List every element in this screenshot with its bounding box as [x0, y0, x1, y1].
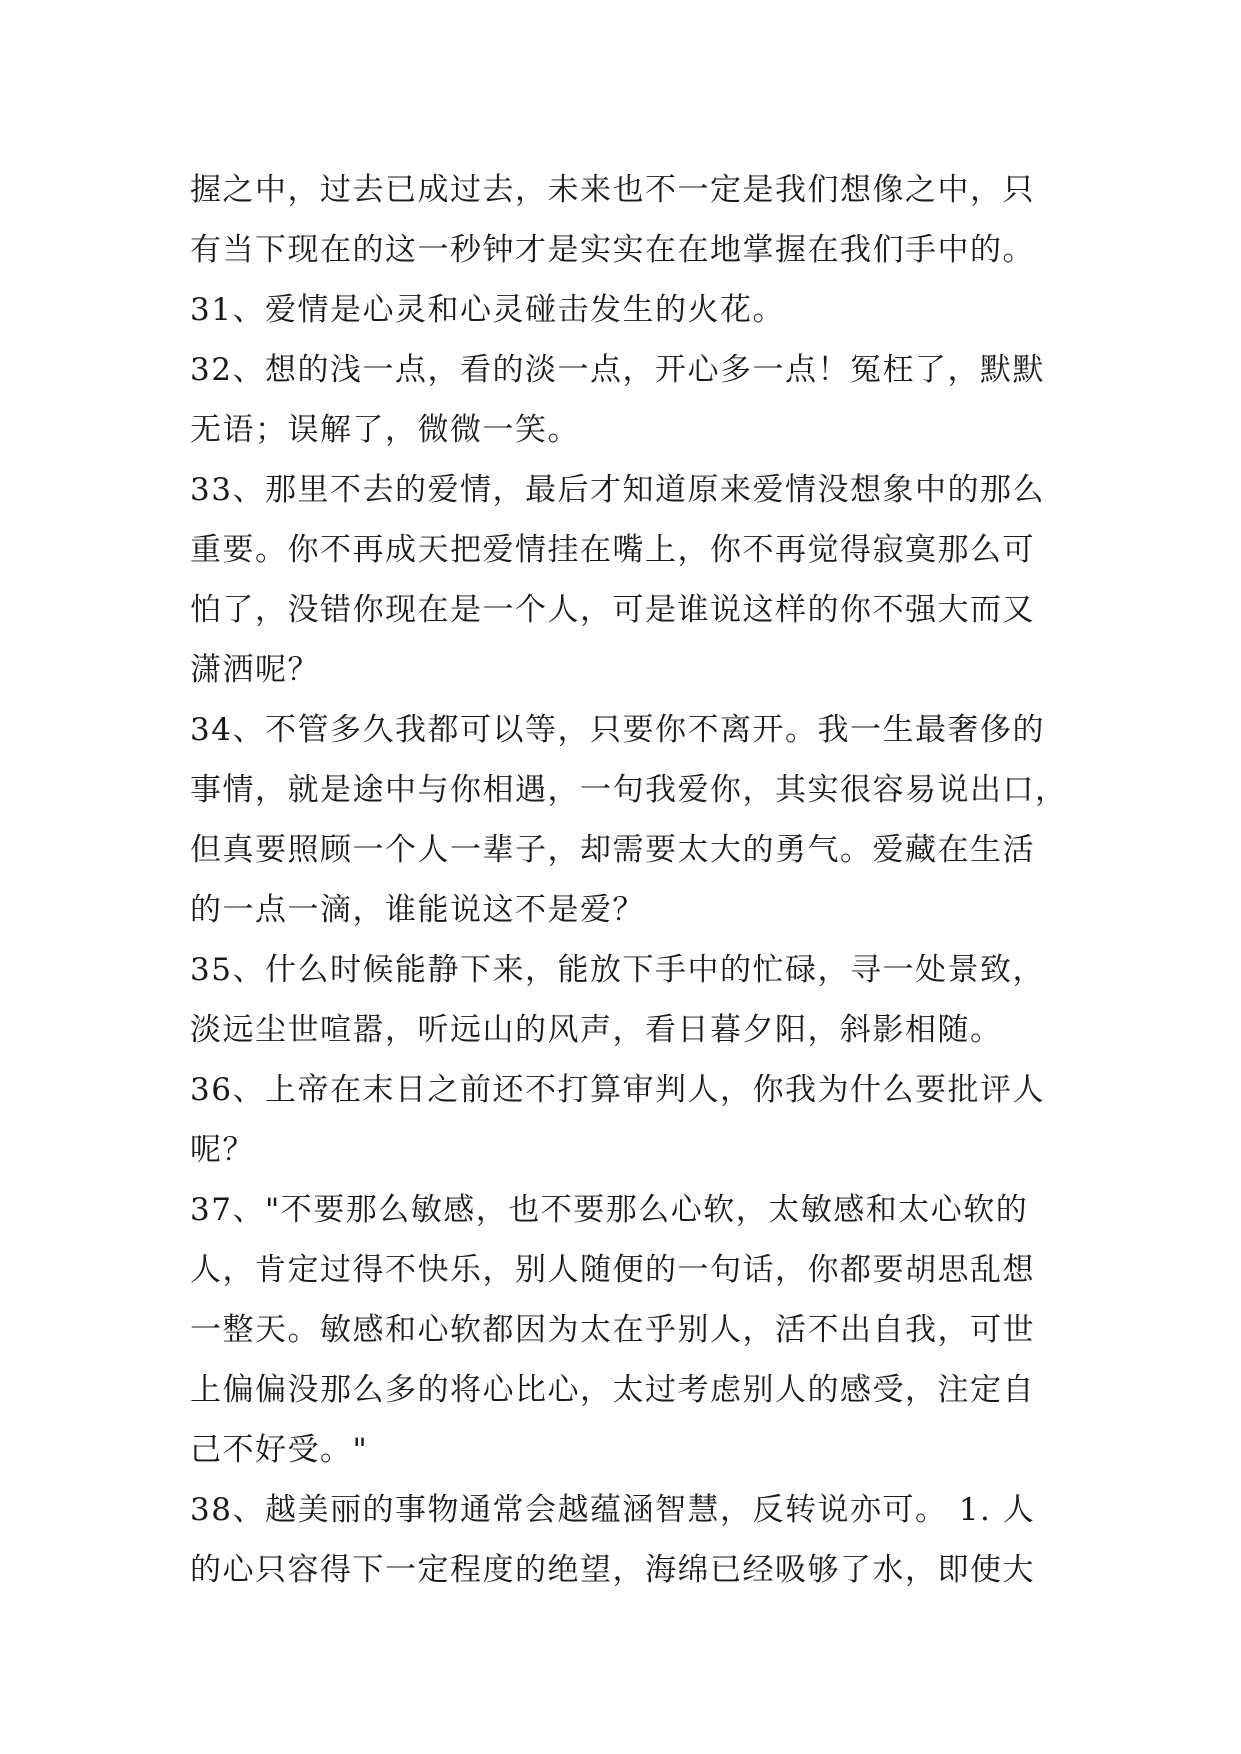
text-line: 34、不管多久我都可以等，只要你不离开。我一生最奢侈的 [190, 712, 1045, 748]
text-line: 的一点一滴，谁能说这不是爱？ [190, 892, 645, 928]
text-line: 淡远尘世喧嚣，听远山的风声，看日暮夕阳，斜影相随。 [190, 1012, 1003, 1048]
text-line: 37、"不要那么敏感，也不要那么心软，太敏感和太心软的 [190, 1192, 1029, 1228]
text-line: 有当下现在的这一秒钟才是实实在在地掌握在我们手中的。 [190, 232, 1035, 268]
text-line: 31、爱情是心灵和心灵碰击发生的火花。 [190, 292, 785, 328]
text-line: 潇洒呢？ [190, 652, 320, 688]
text-line: 的心只容得下一定程度的绝望，海绵已经吸够了水，即使大 [190, 1552, 1035, 1588]
text-line: 事情，就是途中与你相遇，一句我爱你，其实很容易说出口， [190, 772, 1068, 808]
text-line: 36、上帝在末日之前还不打算审判人，你我为什么要批评人 [190, 1072, 1045, 1108]
text-line: 38、越美丽的事物通常会越蕴涵智慧，反转说亦可。 1. 人 [190, 1492, 1036, 1528]
text-line: 无语；误解了，微微一笑。 [190, 412, 580, 448]
text-line: 重要。你不再成天把爱情挂在嘴上，你不再觉得寂寞那么可 [190, 532, 1035, 568]
text-line: 但真要照顾一个人一辈子，却需要太大的勇气。爱藏在生活 [190, 832, 1035, 868]
text-line: 上偏偏没那么多的将心比心，太过考虑别人的感受，注定自 [190, 1372, 1035, 1408]
text-line: 呢？ [190, 1132, 255, 1168]
text-line: 33、那里不去的爱情，最后才知道原来爱情没想象中的那么 [190, 472, 1045, 508]
text-line: 35、什么时候能静下来，能放下手中的忙碌，寻一处景致， [190, 952, 1045, 988]
text-line: 己不好受。" [190, 1432, 369, 1468]
text-line: 握之中，过去已成过去，未来也不一定是我们想像之中，只 [190, 172, 1035, 208]
document-body [190, 160, 1070, 1600]
text-line: 怕了，没错你现在是一个人，可是谁说这样的你不强大而又 [190, 592, 1035, 628]
text-line: 一整天。敏感和心软都因为太在乎别人，活不出自我，可世 [190, 1312, 1035, 1348]
text-line: 32、想的浅一点，看的淡一点，开心多一点！冤枉了，默默 [190, 352, 1045, 388]
text-line: 人，肯定过得不快乐，别人随便的一句话，你都要胡思乱想 [190, 1252, 1035, 1288]
